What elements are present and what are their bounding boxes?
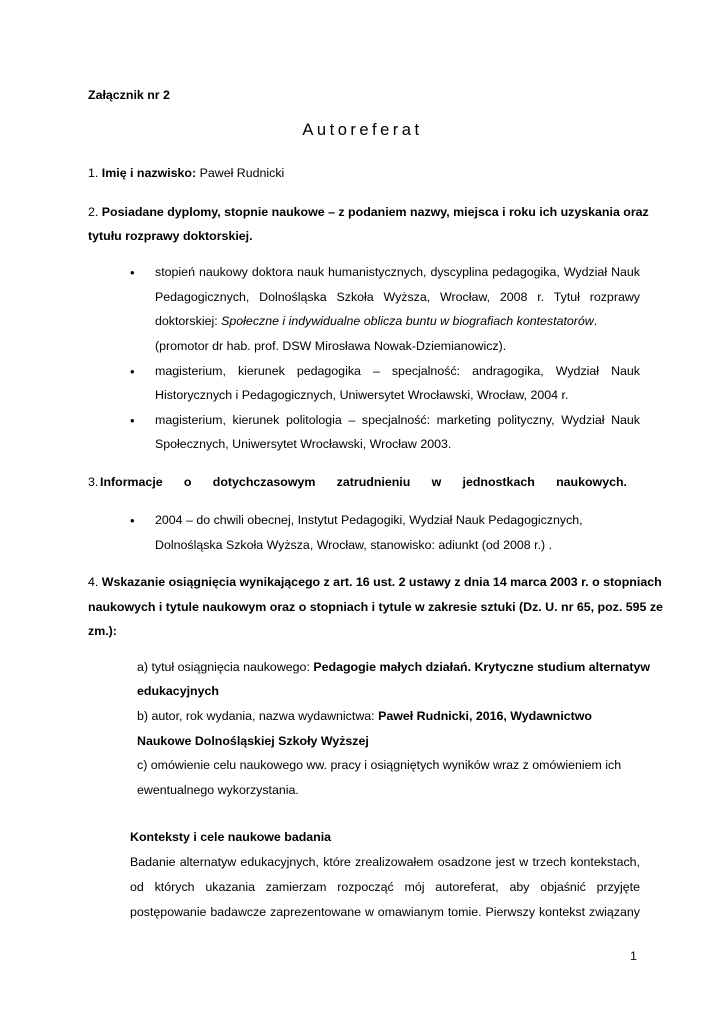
- degree-3-line-1: magisterium, kierunek politologia – specjalność: marketing polityczny, Wydział Nauk: [155, 413, 640, 427]
- context-line-3: postępowanie badawcze zaprezentowane w omawianym tomie. Pierwszy kontekst związany: [130, 905, 640, 919]
- degree-1-line-3: [155, 314, 597, 328]
- employment-line-1: 2004 – do chwili obecnej, Instytut Pedagogiki, Wydział Nauk Pedagogicznych,: [155, 513, 583, 527]
- section-1-label: Imię i nazwisko:: [101, 166, 197, 180]
- degree-1-line-2: Pedagogicznych, Dolnośląska Szkoła Wyższa, Wrocław, 2008 r. Tytuł rozprawy: [155, 290, 640, 304]
- section-1: [88, 166, 284, 180]
- item-a-label: a) tytuł osiągnięcia naukowego:: [137, 660, 310, 674]
- item-c-line-1: c) omówienie celu naukowego ww. pracy i osiągniętych wyników wraz z omówieniem ich: [137, 758, 622, 772]
- section-4-heading-line-3: zm.):: [88, 624, 117, 638]
- context-line-1: Badanie alternatyw edukacyjnych, które zrealizowałem osadzone jest w trzech kontekstach,: [130, 855, 640, 869]
- item-a-line-1: [137, 660, 650, 674]
- item-b-value: Paweł Rudnicki, 2016, Wydawnictwo: [378, 709, 592, 723]
- section-3-heading: Informacje o dotychczasowym zatrudnieniu w jednostkach naukowych.: [100, 475, 627, 489]
- section-3-number: 3.: [88, 475, 99, 489]
- page-title: Autoreferat: [302, 121, 423, 139]
- attachment-label: Załącznik nr 2: [88, 88, 170, 102]
- item-a-value: Pedagogie małych działań. Krytyczne studium alternatyw: [313, 660, 651, 674]
- degree-1-thesis-title: Społeczne i indywidualne oblicza buntu w biografiach kontestatorów: [221, 314, 594, 328]
- item-a-line-2: edukacyjnych: [137, 684, 219, 698]
- context-line-2: od których ukazania zamierzam rozpocząć mój autoreferat, aby objaśnić przyjęte: [130, 880, 640, 894]
- degree-1-thesis-label: doktorskiej:: [155, 314, 218, 328]
- degree-2-line-1: magisterium, kierunek pedagogika – specjalność: andragogika, Wydział Nauk: [155, 364, 640, 378]
- bullet-icon: •: [130, 265, 135, 280]
- section-2-heading-line-2: tytułu rozprawy doktorskiej.: [88, 229, 253, 243]
- degree-1-line-4: (promotor dr hab. prof. DSW Mirosława Nowak-Dziemianowicz).: [155, 339, 507, 353]
- employment-line-2: Dolnośląska Szkoła Wyższa, Wrocław, stanowisko: adiunkt (od 2008 r.) .: [155, 538, 553, 552]
- section-2-heading-text: Posiadane dyplomy, stopnie naukowe – z podaniem nazwy, miejsca i roku ich uzyskania oraz: [101, 205, 649, 219]
- item-b-line-1: [137, 709, 592, 723]
- section-4-heading-line-1: [88, 575, 662, 589]
- degree-1-thesis-period: .: [593, 314, 598, 328]
- section-4-heading-line-2: naukowych i tytule naukowym oraz o stopniach i tytule w zakresie sztuki (Dz. U. nr 65, poz. 595 ze: [88, 600, 663, 614]
- context-heading: Konteksty i cele naukowe badania: [130, 830, 332, 844]
- section-2-number: 2.: [88, 205, 99, 219]
- section-4-number: 4.: [88, 575, 99, 589]
- section-2-heading-line-1: [88, 205, 649, 219]
- bullet-icon: •: [130, 513, 135, 528]
- degree-3-line-2: Społecznych, Uniwersytet Wrocławski, Wrocław 2003.: [155, 437, 452, 451]
- item-b-label: b) autor, rok wydania, nazwa wydawnictwa:: [137, 709, 375, 723]
- section-1-value: Paweł Rudnicki: [199, 166, 285, 180]
- bullet-icon: •: [130, 364, 135, 379]
- section-1-number: 1.: [88, 166, 99, 180]
- bullet-icon: •: [130, 413, 135, 428]
- degree-1-line-1: stopień naukowy doktora nauk humanistycznych, dyscyplina pedagogika, Wydział Nauk: [155, 265, 640, 279]
- item-b-line-2: Naukowe Dolnośląskiej Szkoły Wyższej: [137, 734, 369, 748]
- page-number: 1: [630, 949, 637, 963]
- section-4-heading-text: Wskazanie osiągnięcia wynikającego z art. 16 ust. 2 ustawy z dnia 14 marca 2003 r. o stopniach: [101, 575, 662, 589]
- degree-2-line-2: Historycznych i Pedagogicznych, Uniwersytet Wrocławski, Wrocław, 2004 r.: [155, 388, 569, 402]
- item-c-line-2: ewentualnego wykorzystania.: [137, 783, 299, 797]
